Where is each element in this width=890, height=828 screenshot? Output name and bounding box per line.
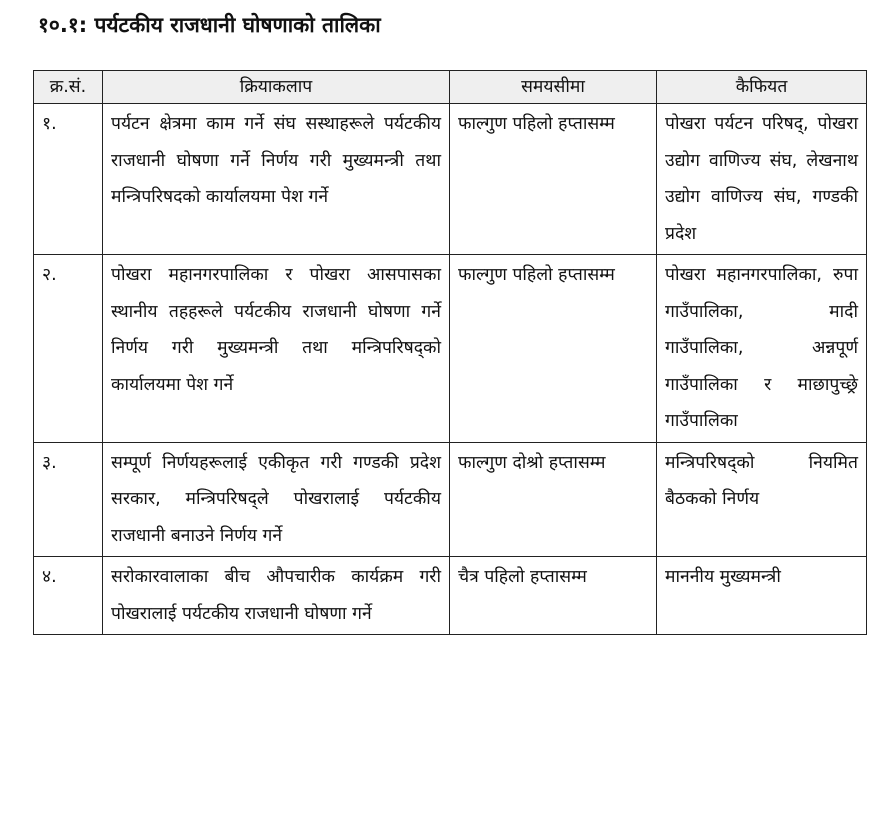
table-row bbox=[34, 104, 867, 255]
header-serial: क्र.सं. bbox=[34, 71, 103, 104]
row-activity: पोखरा महानगरपालिका र पोखरा आसपासका स्थानीय तहहरूले पर्यटकीय राजधानी घोषणा गर्ने निर्णय गरी मुख्यमन्त्री तथा मन्त्रिपरिषद्को कार्यालयमा पेश गर्ने bbox=[103, 255, 450, 443]
row-serial: ४. bbox=[34, 557, 103, 635]
row-serial: १. bbox=[34, 104, 103, 255]
row-deadline: फाल्गुण पहिलो हप्तासम्म bbox=[450, 255, 657, 443]
page-title: १०.१: पर्यटकीय राजधानी घोषणाको तालिका bbox=[38, 13, 381, 37]
row-activity: सम्पूर्ण निर्णयहरूलाई एकीकृत गरी गण्डकी प्रदेश सरकार, मन्त्रिपरिषद्ले पोखरालाई पर्यटकीय राजधानी बनाउने निर्णय गर्ने bbox=[103, 442, 450, 557]
row-activity: सरोकारवालाका बीच औपचारीक कार्यक्रम गरी पोखरालाई पर्यटकीय राजधानी घोषणा गर्ने bbox=[103, 557, 450, 635]
table-row bbox=[34, 255, 867, 443]
row-serial: २. bbox=[34, 255, 103, 443]
row-deadline: चैत्र पहिलो हप्तासम्म bbox=[450, 557, 657, 635]
row-remarks: पोखरा पर्यटन परिषद्, पोखरा उद्योग वाणिज्य संघ, लेखनाथ उद्योग वाणिज्य संघ, गण्डकी प्रदेश bbox=[657, 104, 867, 255]
tourism-capital-declaration-table bbox=[33, 70, 867, 635]
header-remarks: कैफियत bbox=[657, 71, 867, 104]
row-remarks: पोखरा महानगरपालिका, रुपा गाउँपालिका, मादी गाउँपालिका, अन्नपूर्ण गाउँपालिका र माछापुच्छ्रे गाउँपालिका bbox=[657, 255, 867, 443]
row-deadline: फाल्गुण पहिलो हप्तासम्म bbox=[450, 104, 657, 255]
row-remarks: माननीय मुख्यमन्त्री bbox=[657, 557, 867, 635]
row-remarks: मन्त्रिपरिषद्को नियमित बैठकको निर्णय bbox=[657, 442, 867, 557]
row-deadline: फाल्गुण दोश्रो हप्तासम्म bbox=[450, 442, 657, 557]
header-activity: क्रियाकलाप bbox=[103, 71, 450, 104]
row-activity: पर्यटन क्षेत्रमा काम गर्ने संघ सस्थाहरूले पर्यटकीय राजधानी घोषणा गर्ने निर्णय गरी मुख्यमन्त्री तथा मन्त्रिपरिषदको कार्यालयमा पेश गर्ने bbox=[103, 104, 450, 255]
header-deadline: समयसीमा bbox=[450, 71, 657, 104]
table-row bbox=[34, 557, 867, 635]
table-header-row bbox=[34, 71, 867, 104]
row-serial: ३. bbox=[34, 442, 103, 557]
table-row bbox=[34, 442, 867, 557]
